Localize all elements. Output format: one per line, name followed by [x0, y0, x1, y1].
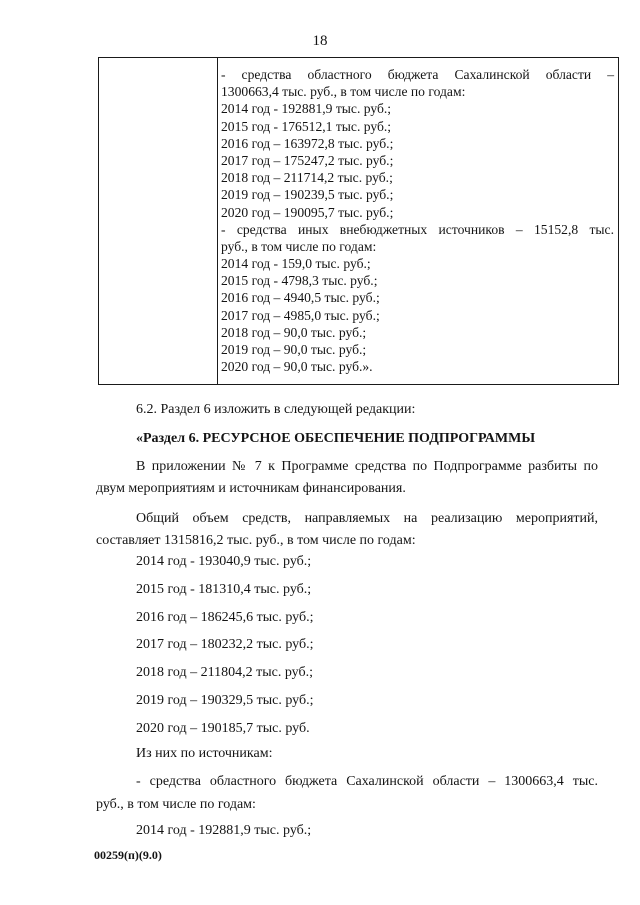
- paragraph-line: двум мероприятиям и источникам финансирования.: [96, 481, 406, 496]
- paragraph-line: - средства областного бюджета Сахалинской области – 1300663,4 тыс.: [136, 774, 598, 789]
- table-line: 1300663,4 тыс. руб., в том числе по годам:: [221, 84, 466, 100]
- table-line: 2018 год – 90,0 тыс. руб.;: [221, 324, 367, 340]
- table-line: 2018 год – 211714,2 тыс. руб.;: [221, 170, 393, 186]
- paragraph-line: руб., в том числе по годам:: [96, 797, 256, 812]
- table-line: - средства областного бюджета Сахалинской области –: [221, 67, 614, 82]
- paragraph-line: Общий объем средств, направляемых на реализацию мероприятий,: [136, 511, 598, 526]
- year-amount-line: 2016 год – 186245,6 тыс. руб.;: [136, 610, 314, 625]
- section-heading: «Раздел 6. РЕСУРСНОЕ ОБЕСПЕЧЕНИЕ ПОДПРОГРАММЫ: [136, 431, 536, 446]
- table-line: 2017 год – 4985,0 тыс. руб.;: [221, 307, 380, 323]
- footer-code: 00259(п)(9.0): [94, 848, 162, 862]
- table-line: руб., в том числе по годам:: [221, 238, 377, 254]
- paragraph-line: составляет 1315816,2 тыс. руб., в том числе по годам:: [96, 533, 416, 548]
- table-line: 2019 год – 90,0 тыс. руб.;: [221, 342, 367, 357]
- year-amount-line: 2020 год – 190185,7 тыс. руб.: [136, 721, 310, 736]
- table-line: 2020 год – 190095,7 тыс. руб.;: [221, 204, 394, 220]
- sources-intro: Из них по источникам:: [136, 746, 273, 761]
- table-line: 2015 год - 176512,1 тыс. руб.;: [221, 118, 392, 134]
- year-amount-line: 2014 год - 192881,9 тыс. руб.;: [136, 823, 312, 838]
- year-amount-line: 2019 год – 190329,5 тыс. руб.;: [136, 693, 314, 708]
- table-line: 2015 год - 4798,3 тыс. руб.;: [221, 273, 378, 289]
- year-amount-line: 2015 год - 181310,4 тыс. руб.;: [136, 582, 312, 597]
- instruction-line: 6.2. Раздел 6 изложить в следующей редакции:: [136, 402, 416, 417]
- funding-table: [98, 57, 619, 385]
- table-line: 2016 год – 4940,5 тыс. руб.;: [221, 290, 380, 306]
- table-line: 2017 год – 175247,2 тыс. руб.;: [221, 152, 394, 168]
- table-line: 2016 год – 163972,8 тыс. руб.;: [221, 135, 394, 151]
- year-amount-line: 2017 год – 180232,2 тыс. руб.;: [136, 637, 314, 652]
- page-number: 18: [312, 33, 328, 49]
- table-line: 2014 год - 192881,9 тыс. руб.;: [221, 101, 392, 117]
- paragraph-line: В приложении № 7 к Программе средства по Подпрограмме разбиты по: [136, 459, 598, 474]
- table-line: 2020 год – 90,0 тыс. руб.».: [221, 359, 373, 375]
- table-column-divider: [217, 58, 218, 384]
- year-amount-line: 2014 год - 193040,9 тыс. руб.;: [136, 554, 312, 569]
- table-line: 2019 год – 190239,5 тыс. руб.;: [221, 187, 394, 203]
- table-line: - средства иных внебюджетных источников – 15152,8 тыс.: [221, 221, 614, 237]
- table-cell-text: [221, 66, 614, 375]
- year-amount-line: 2018 год – 211804,2 тыс. руб.;: [136, 665, 313, 680]
- table-line: 2014 год - 159,0 тыс. руб.;: [221, 256, 371, 272]
